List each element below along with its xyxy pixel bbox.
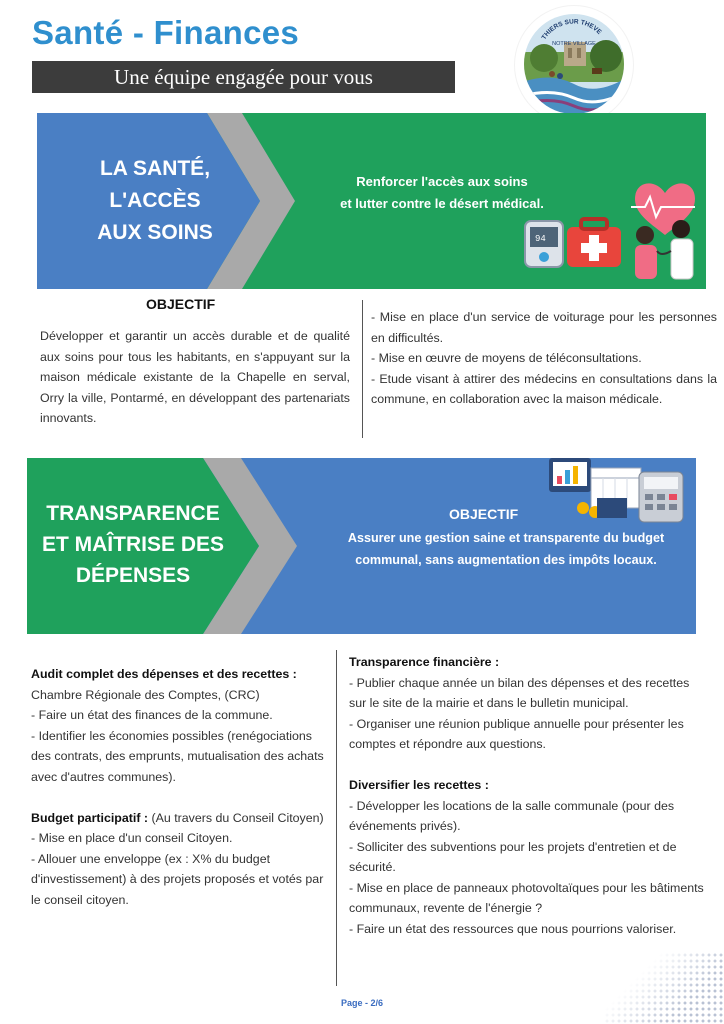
list-item: - Mise en place d'un conseil Citoyen. — [31, 831, 233, 845]
decorative-dot-pattern — [604, 952, 724, 1024]
finances-objective-heading: OBJECTIF — [449, 506, 519, 522]
list-item: - Publier chaque année un bilan des dépenses et des recettes sur le site de la mairie et dans le bulletin municipal. — [349, 675, 690, 710]
list-item: - Mise en place de panneaux photovoltaïques pour les bâtiments communaux, revente de l'énergie ? — [349, 880, 704, 915]
page-number: Page - 2/6 — [340, 998, 384, 1008]
finances-title: TRANSPARENCE ET MAÎTRISE DES DÉPENSES — [41, 502, 225, 587]
transparence-heading: Transparence financière : — [349, 655, 500, 669]
budget-heading: Budget participatif : (Au travers du Conseil Citoyen) — [31, 810, 324, 825]
list-item: - Développer les locations de la salle communale (pour des événements privés). — [349, 798, 675, 833]
village-logo-illustration — [522, 12, 626, 116]
list-item: - Solliciter des subventions pour les projets d'entretien et de sécurité. — [349, 839, 677, 874]
sante-banner — [37, 113, 706, 289]
sante-banner-text: Renforcer l'accès aux soins et lutter contre le désert médical. — [340, 174, 544, 211]
list-item: Chambre Régionale des Comptes, (CRC) — [31, 687, 260, 702]
column-divider — [362, 300, 363, 438]
list-item: - Etude visant à attirer des médecins en consultations dans la commune, en collaboration avec la maison médicale. — [371, 371, 717, 406]
medical-illustration — [517, 173, 706, 289]
finances-banner — [27, 458, 696, 634]
svg-text:94: 94 — [535, 234, 546, 244]
finances-right-column — [349, 652, 709, 939]
list-item: - Faire un état des finances de la commune. — [31, 708, 273, 722]
village-logo — [515, 6, 633, 124]
sante-objective-heading: OBJECTIF — [146, 296, 216, 312]
recettes-heading: Diversifier les recettes : — [349, 778, 489, 792]
list-item: - Faire un état des ressources que nous pourrions valoriser. — [349, 921, 677, 936]
sante-actions — [371, 307, 717, 410]
finances-left-column — [31, 664, 327, 910]
list-item: - Organiser une réunion publique annuelle pour présenter les comptes et répondre aux questions. — [349, 716, 684, 751]
sante-objective-text: Développer et garantir un accès durable et de qualité aux soins pour tous les habitants, en s'appuyant sur la maison médicale existante de la Chapelle en serval, Orry la ville, Pontarmé, en développant des partenariats innovants. — [40, 329, 350, 425]
sante-title: LA SANTÉ, L'ACCÈS AUX SOINS — [97, 157, 213, 244]
tagline-bar: Une équipe engagée pour vous — [32, 61, 455, 93]
finance-illustration — [543, 458, 695, 524]
list-item: - Mise en place d'un service de voiturage pour les personnes en difficultés. — [371, 310, 717, 345]
list-item: - Allouer une enveloppe (ex : X% du budget d'investissement) à des projets proposés et votés par le conseil citoyen. — [31, 851, 324, 907]
audit-heading: Audit complet des dépenses et des recettes : — [31, 667, 297, 681]
page-title: Santé - Finances — [32, 14, 300, 51]
logo-line1: THIERS SUR THEVE — [540, 18, 603, 42]
logo-line2: NOTRE VILLAGE — [552, 41, 596, 47]
list-item: - Mise en œuvre de moyens de téléconsultations. — [371, 351, 642, 365]
column-divider — [336, 650, 337, 986]
finances-banner-text: Assurer une gestion saine et transparente du budget communal, sans augmentation des impôts locaux. — [347, 531, 665, 567]
list-item: - Identifier les économies possibles (renégociations des contrats, des emprunts, mutualisation des achats avec d'autres communes). — [31, 728, 324, 784]
